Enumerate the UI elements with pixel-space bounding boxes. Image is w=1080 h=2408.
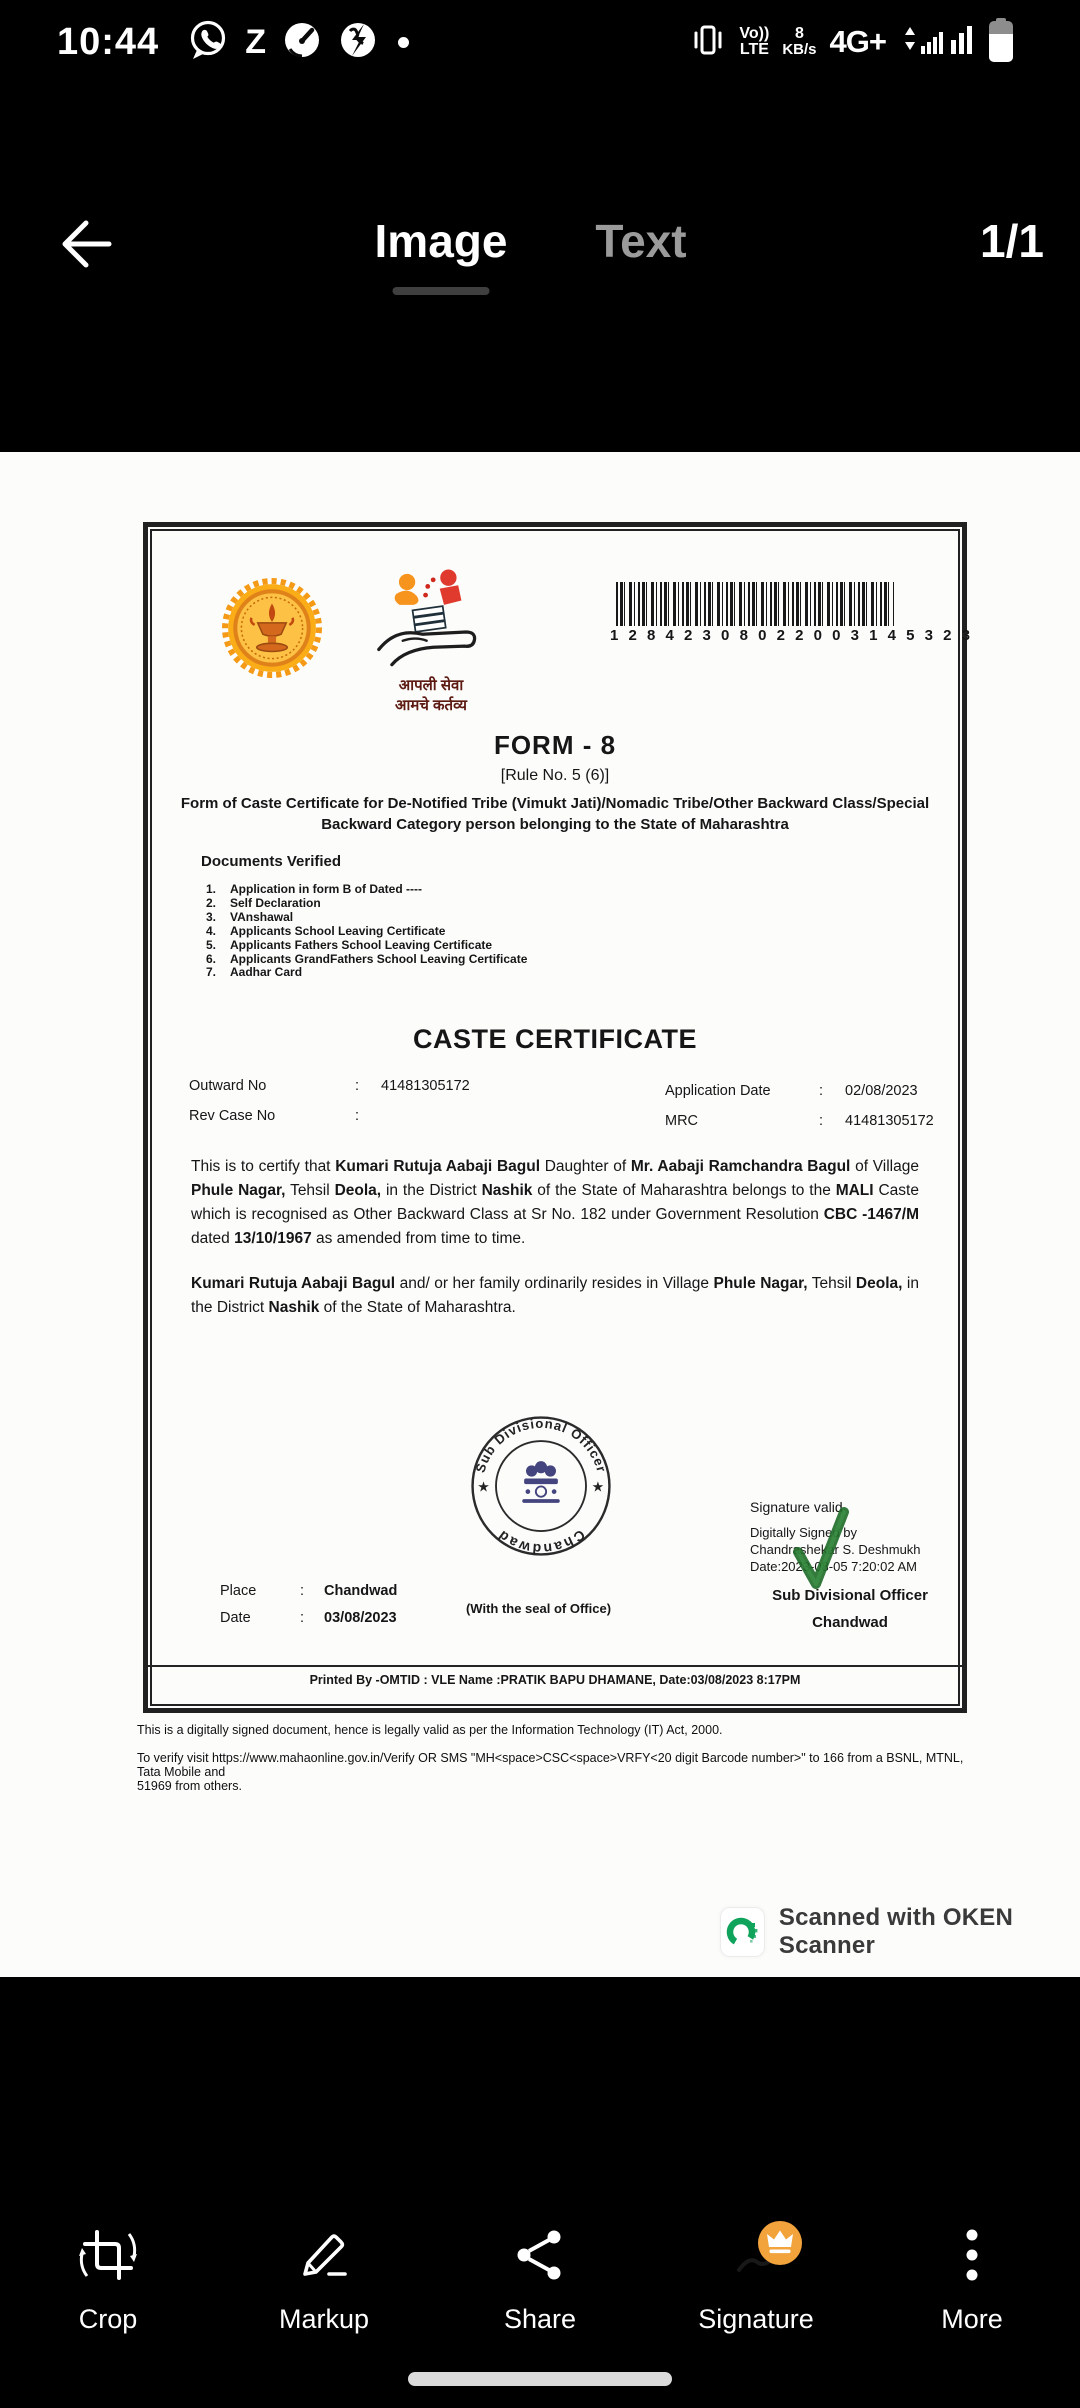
- more-button[interactable]: [864, 2220, 1080, 2350]
- signal-bars-icon: [899, 20, 975, 65]
- clock: 10:44: [57, 20, 160, 63]
- maharashtra-emblem-icon: [221, 577, 323, 679]
- signer-place: Chandwad: [812, 1614, 888, 1631]
- share-icon: [513, 2224, 567, 2286]
- logo-caption: आपली सेवा आमचे कर्तव्य: [395, 677, 467, 714]
- rev-case-row: Rev Case No :: [189, 1108, 360, 1124]
- status-bar: [0, 0, 1080, 84]
- active-tab-underline: [393, 287, 490, 295]
- seal-note: (With the seal of Office): [465, 1601, 612, 1616]
- list-item: 4. Applicants School Leaving Certificate: [206, 923, 446, 938]
- form-title: FORM - 8: [493, 730, 617, 760]
- list-item: 6. Applicants GrandFathers School Leaving Certificate: [206, 951, 528, 966]
- office-stamp: [466, 1411, 616, 1561]
- place-row: Place : Chandwad: [220, 1583, 398, 1599]
- application-date-row: Application Date : 02/08/2023: [665, 1083, 918, 1099]
- battery-icon: [988, 17, 1014, 68]
- svg-text:★: ★: [477, 1478, 490, 1495]
- certificate-title: CASTE CERTIFICATE: [413, 1024, 697, 1054]
- list-item: 3. VAnshawal: [206, 909, 294, 924]
- z-notification-icon: Z: [245, 22, 266, 61]
- barcode-number: 1 2 8 4 2 3 0 8 0 2 2 0 0 3 1 4 5 3 2 3: [610, 627, 974, 644]
- signature-date: Date:2023-08-05 7:20:02 AM: [750, 1559, 917, 1574]
- digitally-signed-line: Digitally Signed by: [750, 1525, 857, 1540]
- notification-dot-icon: [398, 37, 409, 48]
- svg-text:Chandwad: Chandwad: [493, 1526, 589, 1558]
- premium-crown-icon: [757, 2220, 803, 2271]
- aaple-sarkar-logo: [361, 569, 501, 729]
- list-item: 7. Aadhar Card: [206, 965, 303, 980]
- list-item: 5. Applicants Fathers School Leaving Certificate: [206, 937, 493, 952]
- nav-bar: [0, 96, 1080, 267]
- home-indicator[interactable]: [408, 2372, 672, 2386]
- svg-text:Sub Divisional Officer: Sub Divisional Officer: [472, 1415, 610, 1475]
- certificate-frame: [143, 522, 974, 1713]
- share-button[interactable]: [432, 2220, 648, 2350]
- ashoka-emblem-icon: [522, 1461, 560, 1503]
- list-item: 1. Application in form B of Dated ----: [206, 882, 422, 896]
- tab-text[interactable]: Text: [595, 215, 687, 267]
- barcode: [616, 582, 894, 626]
- tool-label: More: [941, 2304, 1003, 2334]
- disclaimer-line-1: This is a digitally signed document, hence is legally valid as per the Information Technology (IT) Act, 2000.: [137, 1723, 723, 1737]
- tool-label: Markup: [278, 2304, 370, 2334]
- tab-image[interactable]: Image: [374, 215, 508, 267]
- signature-check-icon: [786, 1502, 856, 1594]
- network-speed-indicator: 8 KB/s: [782, 25, 817, 58]
- speedometer-icon: [282, 20, 322, 65]
- markup-button[interactable]: [216, 2220, 432, 2350]
- signer-name: Chandrashekar S. Deshmukh: [750, 1542, 921, 1557]
- volte-indicator: Vo)) LTE: [739, 25, 770, 58]
- document-scan[interactable]: [0, 452, 1080, 1977]
- rule-number: [Rule No. 5 (6)]: [500, 767, 610, 784]
- call-recorder-icon: [338, 20, 378, 65]
- svg-text:★: ★: [591, 1478, 605, 1495]
- certificate-paragraph-1: This is to certify that Kumari Rutuja Aabaji Bagul Daughter of Mr. Aabaji Ramchandra Bagul of Village Phule Nagar, Tehsil Deola, in the District Nashik of the State of Maharashtra belongs to the MALI Caste which is recognised as Other Backward Class at Sr No. 182 under Government Resolution CBC -1467/M dated 13/10/1967 as amended from time to time.: [191, 1158, 920, 1247]
- bottom-toolbar: [0, 2220, 1080, 2350]
- vibrate-icon: [690, 20, 726, 65]
- tool-label: Signature: [698, 2304, 814, 2334]
- markup-icon: [295, 2224, 353, 2286]
- crop-button[interactable]: [0, 2220, 216, 2350]
- form-subtitle: Form of Caste Certificate for De-Notified Tribe (Vimukt Jati)/Nomadic Tribe/Other Backward Class/Special Backward Category person belonging to the State of Maharashtra: [180, 795, 930, 833]
- disclaimer-line-3: 51969 from others.: [137, 1779, 242, 1793]
- scanner-watermark-text: Scanned with OKEN Scanner: [778, 1904, 1013, 1959]
- documents-verified-list: [206, 883, 527, 980]
- scanner-watermark: [720, 1904, 1080, 1959]
- oken-scanner-logo-icon: [720, 1907, 765, 1957]
- signature-button[interactable]: [648, 2220, 864, 2350]
- documents-verified-title: Documents Verified: [201, 853, 342, 870]
- tool-label: Crop: [78, 2304, 138, 2334]
- crop-icon: [79, 2224, 137, 2286]
- back-button[interactable]: [52, 212, 116, 276]
- signer-designation: Sub Divisional Officer: [772, 1587, 928, 1604]
- certificate-paragraph-2: Kumari Rutuja Aabaji Bagul and/ or her family ordinarily resides in Village Phule Nagar, Tehsil Deola, in the District Nashik of the State of Maharashtra.: [191, 1275, 919, 1316]
- page-indicator: 1/1: [980, 215, 1044, 267]
- network-type-indicator: 4G+: [829, 24, 886, 59]
- more-icon: [965, 2224, 979, 2286]
- disclaimer-line-2: To verify visit https://www.mahaonline.gov.in/Verify OR SMS "MH<space>CSC<space>VRFY<20 digit Barcode number>" to 166 from a BSNL, MTNL, Tata Mobile and: [137, 1751, 964, 1779]
- tool-label: Share: [503, 2304, 577, 2334]
- list-item: 2. Self Declaration: [206, 895, 321, 910]
- date-row: Date : 03/08/2023: [220, 1610, 397, 1626]
- outward-no-row: Outward No : 41481305172: [189, 1078, 470, 1094]
- signature-valid-text: Signature valid: [750, 1499, 843, 1515]
- mrc-row: MRC : 41481305172: [665, 1113, 934, 1129]
- printed-by-line: Printed By -OMTID : VLE Name :PRATIK BAPU DHAMANE, Date:03/08/2023 8:17PM: [309, 1673, 801, 1687]
- whatsapp-icon: [187, 18, 229, 67]
- footer-divider: [148, 1665, 962, 1667]
